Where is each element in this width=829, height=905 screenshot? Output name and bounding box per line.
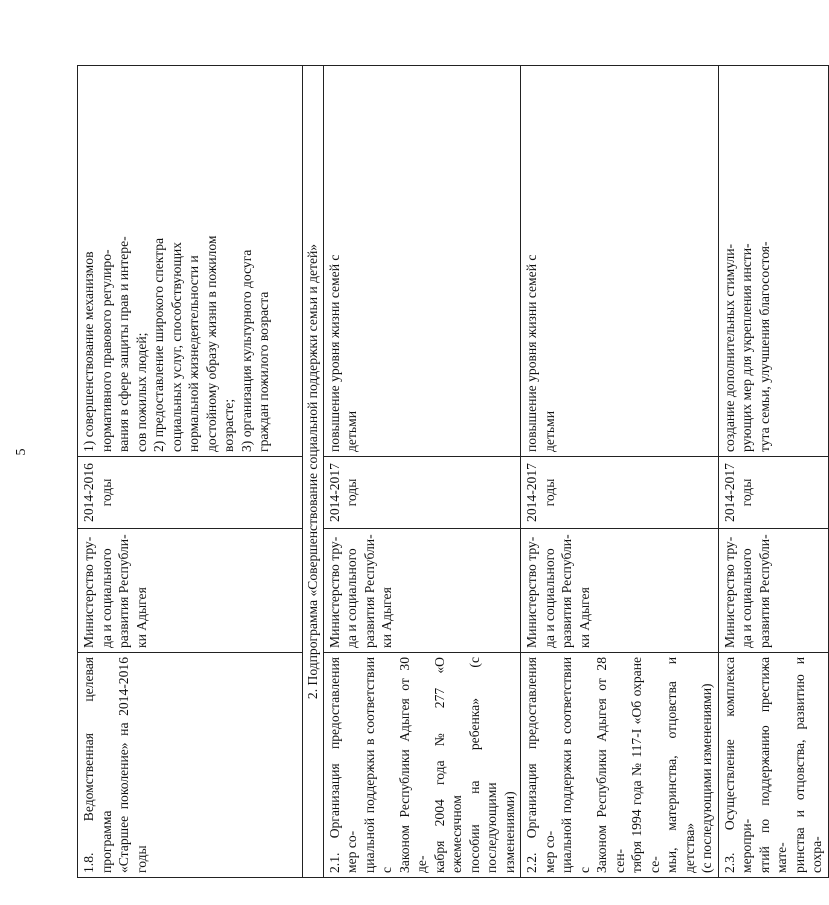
- executor-cell: Министерство тру- да и социального развития Республи- ки Адыгея: [78, 529, 303, 653]
- table-row: [78, 66, 303, 878]
- period-cell: 2014-2017 годы: [323, 457, 521, 529]
- period-cell: 2014-2016 годы: [78, 457, 303, 529]
- result-cell: создание дополнительных стимули- рующих мер для укрепления инсти- тута семьи, улучшения благосостоя-: [718, 66, 828, 457]
- section-row: [303, 66, 324, 878]
- result-cell: повышение уровня жизни семей с детьми: [521, 66, 719, 457]
- page-number: 5: [14, 448, 29, 456]
- rotated-page-content: [77, 66, 824, 878]
- section-title: 2. Подпрограмма «Совершенствование социальной поддержки семьи и детей»: [303, 66, 324, 878]
- program-table: [77, 65, 829, 878]
- period-cell: 2014-2017 годы: [718, 457, 828, 529]
- measure-cell: 2.3. Осуществление комплекса меропри- ятий по поддержанию престижа мате- ринства и отцовства, развитию и сохра-: [718, 653, 828, 878]
- table-row: [323, 66, 521, 878]
- measure-cell: 2.2. Организация предоставления мер со- циальной поддержки в соответствии с Законом Республики Адыгея от 28 сен- тября 1994 года № 117-I «Об охране се- мьи, материнства, отцовства и детства» (с последующими изменениями): [521, 653, 719, 878]
- result-cell: повышение уровня жизни семей с детьми: [323, 66, 521, 457]
- result-cell: 1) совершенствование механизмов нормативного правового регулиро- вания в сфере защиты прав и интере- сов пожилых людей; 2) предоставление широкого спектра социальных услуг, способствующих нормальной жизнедеятельности и достойному образу жизни в пожилом возрасте; 3) организация культурного досуга граждан пожилого возраста: [78, 66, 303, 457]
- executor-cell: Министерство тру- да и социального развития Республи-: [718, 529, 828, 653]
- table-row: [521, 66, 719, 878]
- measure-cell: 2.1. Организация предоставления мер со- циальной поддержки в соответствии с Законом Республики Адыгея от 30 де- кабря 2004 года № 277 «О ежемесячном пособии на ребенка» (с последующими изменениями): [323, 653, 521, 878]
- table-row: [718, 66, 828, 878]
- executor-cell: Министерство тру- да и социального развития Республи- ки Адыгея: [323, 529, 521, 653]
- measure-cell: 1.8. Ведомственная целевая программа «Старшее поколение» на 2014-2016 годы: [78, 653, 303, 878]
- period-cell: 2014-2017 годы: [521, 457, 719, 529]
- executor-cell: Министерство тру- да и социального развития Республи- ки Адыгея: [521, 529, 719, 653]
